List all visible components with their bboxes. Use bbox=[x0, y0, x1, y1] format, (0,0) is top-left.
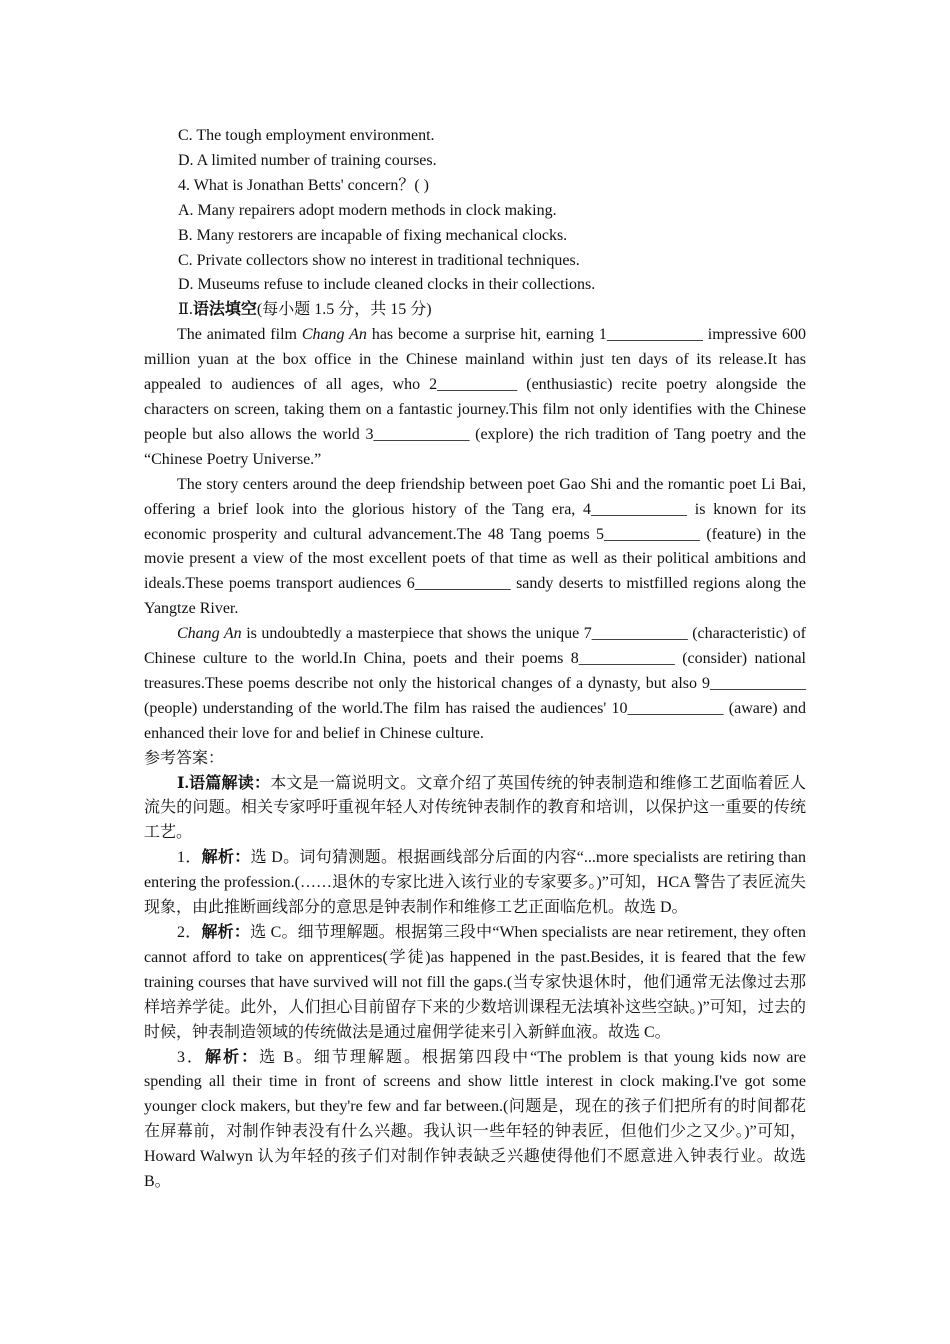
answer-intro-text: 本文是一篇说明文。文章介绍了英国传统的钟表制造和维修工艺面临着匠人流失的问题。相关专家呼吁重视年轻人对传统钟表制作的教育和培训，以保护这一重要的传统工艺。 bbox=[144, 774, 806, 842]
answer-text: 选 C。细节理解题。根据第三段中“When specialists are near retirement, they often cannot afford to take on apprentices(学徒)as happened in the past.Besides, it is feared that the few training courses that have survived will not fill the gaps.(当专家快退休时，他们通常无法像过去那样培养学徒。此外，人们担心目前留存下来的少数培训课程无法填补这些空缺。)”可知，过去的时候，钟表制造领域的传统做法是通过雇佣学徒来引入新鲜血液。故选 C。 bbox=[144, 924, 806, 1041]
film-title: Chang An bbox=[177, 625, 242, 643]
answer-intro-label: Ⅰ.语篇解读： bbox=[177, 774, 271, 792]
answer-text: 选 D。词句猜测题。根据画线部分后面的内容“...more specialists are retiring than entering the profession.(……退休的专家比进入该行业的专家要多。)”可知，HCA 警告了表匠流失现象，由此推断画线部分的意思是钟表制作和维修工艺正面临危机。故选 D。 bbox=[144, 849, 806, 917]
cloze-p3-body: is undoubtedly a masterpiece that shows the unique 7____________ (characteristic) of Chinese culture to the world.In China, poets and their poems 8____________ (consider) national treasures.These poems describe not only the historical changes of a dynasty, but also 9____________ (people) understanding of the world.The film has raised the audiences' 10____________ (aware) and enhanced their love for and belief in Chinese culture. bbox=[144, 625, 807, 742]
answer-label: 解析： bbox=[201, 849, 251, 867]
answer-number: 2． bbox=[177, 924, 202, 941]
q3-option-d: D. A limited number of training courses. bbox=[178, 151, 437, 169]
section2-title: 语法填空 bbox=[192, 301, 257, 319]
cloze-p1-body: has become a surprise hit, earning 1____________ impressive 600 million yuan at the box office in the Chinese mainland within just ten days of its release.It has appealed to audiences of all ages, who 2__________ (enthusiastic) recite poetry alongside the characters on screen, taking them on a fantastic journey.This film not only identifies with the Chinese people but also allows the world 3____________ (explore) the rich tradition of Tang poetry and the “Chinese Poetry Universe.” bbox=[144, 326, 807, 468]
cloze-p1-lead: The animated film bbox=[177, 326, 302, 344]
section2-score: (每小题 1.5 分，共 15 分) bbox=[256, 301, 432, 319]
film-title: Chang An bbox=[301, 326, 367, 344]
answer-number: 1． bbox=[177, 849, 202, 867]
answer-label: 解析： bbox=[201, 924, 251, 941]
document-page bbox=[144, 124, 806, 1195]
section2-roman: Ⅱ. bbox=[178, 301, 193, 319]
cloze-paragraph-2: The story centers around the deep friendship between poet Gao Shi and the romantic poet Li Bai, offering a brief look into the glorious history of the Tang era, 4____________ is known for its economic prosperity and cultural advancement.The 48 Tang poems 5____________ (feature) in the movie present a view of the most excellent poets of that time as well as their political ambitions and ideals.These poems transport audiences 6____________ sandy deserts to mistfilled regions along the Yangtze River. bbox=[144, 475, 806, 618]
q4-option-d: D. Museums refuse to include cleaned clocks in their collections. bbox=[178, 276, 596, 294]
answer-number: 3． bbox=[177, 1048, 206, 1066]
q4-stem: 4. What is Jonathan Betts' concern？( ) bbox=[178, 176, 429, 194]
cloze-paragraph-1 bbox=[144, 323, 806, 472]
answer-text: 选 B。细节理解题。根据第四段中“The problem is that young kids now are spending all their time in front of screens and show little interest in clock making.I've got some younger clock makers, but they're few and far between.(问题是，现在的孩子们把所有的时间都花在屏幕前，对制作钟表没有什么兴趣。我认识一些年轻的钟表匠，但他们少之又少。)”可知，Howard Walwyn 认为年轻的孩子们对制作钟表缺乏兴趣使得他们不愿意进入钟表行业。故选 B。 bbox=[144, 1048, 806, 1191]
q3-option-c: C. The tough employment environment. bbox=[178, 127, 435, 144]
q4-option-a: A. Many repairers adopt modern methods in clock making. bbox=[178, 201, 557, 219]
answer-1 bbox=[144, 846, 806, 921]
answer-3 bbox=[144, 1046, 806, 1195]
answer-label: 解析： bbox=[205, 1048, 260, 1066]
cloze-paragraph-3 bbox=[144, 622, 806, 747]
section2-heading bbox=[144, 298, 806, 323]
q4-option-c: C. Private collectors show no interest in traditional techniques. bbox=[178, 251, 580, 269]
answers-heading: 参考答案： bbox=[144, 749, 225, 767]
q4-option-b: B. Many restorers are incapable of fixing mechanical clocks. bbox=[178, 226, 568, 244]
answer-intro bbox=[144, 772, 806, 847]
answer-2 bbox=[144, 921, 806, 1046]
